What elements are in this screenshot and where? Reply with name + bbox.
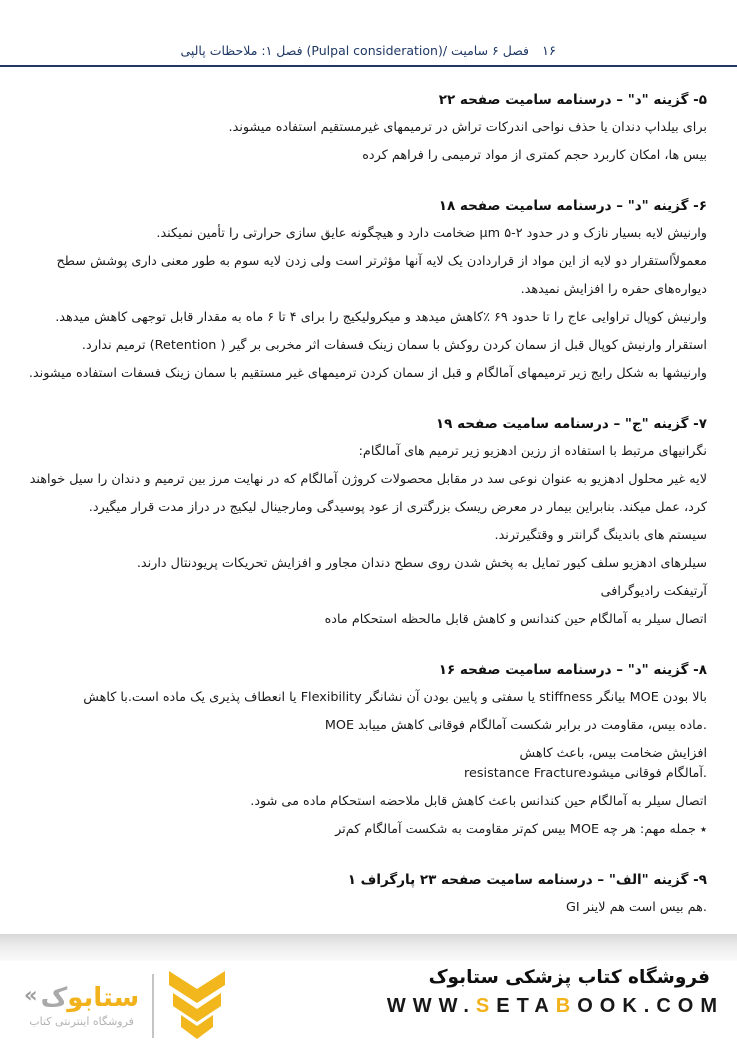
text-line: آرتیفکت رادیوگرافی — [600, 584, 707, 599]
text-line: اتصال سیلر به آمالگام حین کندانس باعث کاهش قابل ملاحضه استحکام ماده می شود. — [250, 794, 707, 809]
text-line: سیلرهای ادهزیو سلف کیور تمایل به پخش شدن روی سطح دندان مجاور و افزایش تحریکات پریودنتال دارند. — [136, 556, 707, 571]
text-line: دیواره‌های حفره را افزایش نمیدهد. — [520, 282, 707, 297]
text-line: نگرانیهای مرتبط با استفاده از رزین ادهزیو زیر ترمیم های آمالگام: — [358, 444, 707, 459]
text-line: وارنیشها به شکل رایج زیر ترمیمهای آمالگام و قبل از سمان کردن ترمیمهای غیر مستقیم با سمان زینک فسفات استفاده میشوند. — [28, 366, 707, 381]
url-text: WWW. — [386, 995, 476, 1017]
section-heading: ۷- گزینه "ج" – درسنامه سامیت صفحه ۱۹ — [435, 416, 707, 432]
logo-wordmark-main: ستابو — [67, 983, 140, 1014]
text-line: بالا بودن MOE بیانگر stiffness یا سفتی و پایین بودن آن نشانگر Flexibility یا انعطاف پذیری یک ماده است.با کاهش — [83, 690, 707, 705]
text-line: افزایش ضخامت بیس، باعث کاهش — [519, 746, 707, 761]
section — [30, 192, 707, 388]
text-line: برای بیلداپ دندان یا حذف نواحی اندرکات تراش در ترمیمهای غیرمستقیم استفاده میشوند. — [228, 120, 707, 135]
page-number: ۱۶ — [542, 44, 556, 59]
text-line: استقرار وارنیش کوپال قبل از سمان کردن روکش با سمان زینک فسفات اثر مخربی بر گیر ( Retention) ترمیم ندارد. — [81, 338, 707, 353]
text-line: resistance Fractureآمالگام فوقانی میشود. — [464, 766, 707, 781]
section — [30, 656, 707, 844]
url-accent-letter: S — [475, 995, 497, 1017]
page-header — [0, 0, 737, 67]
footer-site-block — [387, 967, 724, 1018]
guillemet-icon: « — [24, 983, 38, 1007]
text-line: MOE ماده بیس، مقاومت در برابر شکست آمالگام فوقانی کاهش مییابد. — [324, 718, 707, 733]
section — [30, 86, 707, 170]
chapter-title: فصل ۶ سامیت /(Pulpal consideration) فصل ۱: ملاحظات پالپی — [180, 43, 530, 58]
logo-subtitle: فروشگاه اینترنتی کتاب — [29, 1014, 134, 1028]
logo-wordmark-row — [24, 984, 139, 1013]
text-line: معمولاًاستقرار دو لایه از این مواد از قراردادن یک لایه آنها مؤثرتر است ولی زدن لایه سوم به طور معنی داری پوشش سطح — [56, 254, 707, 269]
text-line: ٭ جمله مهم: هر چه MOE بیس کم‌تر مقاومت به شکست آمالگام کم‌تر — [335, 822, 707, 837]
section — [30, 866, 707, 922]
store-name: فروشگاه کتاب پزشکی ستابوک — [428, 967, 710, 988]
section — [30, 410, 707, 634]
document-body — [30, 86, 707, 922]
url-accent-letter: B — [555, 995, 578, 1017]
text-line: وارنیش لایه بسیار نازک و در حدود ۲-۵ μm ضخامت دارد و هیچگونه عایق سازی حرارتی را تأمین نمیکند. — [156, 226, 707, 241]
text-line: لایه غیر محلول ادهزیو به عنوان نوعی سد در مقابل محصولات کروژن آمالگام که در نهایت مرز بین ترمیم و دندان را سیل خواهند — [29, 472, 707, 487]
footer — [0, 961, 737, 1042]
section-heading: ۶- گزینه "د" – درسنامه سامیت صفحه ۱۸ — [438, 198, 707, 214]
text-line: سیستم های باندینگ گرانتر و وقتگیرترند. — [494, 528, 707, 543]
header-row — [0, 43, 737, 59]
setabook-logo — [24, 969, 227, 1043]
text-line: اتصال سیلر به آمالگام حین کندانس و کاهش قابل مالحظه استحکام ماده — [324, 612, 707, 627]
logo-wordmark — [41, 984, 140, 1013]
url-text: ETA — [496, 995, 556, 1017]
setabook-chevron-emblem-icon — [167, 969, 227, 1043]
logo-wordmark-tail: ک — [40, 983, 68, 1014]
logo-wordmark-block — [24, 984, 139, 1028]
url-text: OOK.COM — [577, 995, 724, 1017]
section-heading: ۸- گزینه "د" – درسنامه سامیت صفحه ۱۶ — [438, 662, 707, 678]
text-line: وارنیش کوپال تراوایی عاج را تا حدود ۶۹ ٪کاهش میدهد و میکرولیکیج را برای ۴ تا ۶ ماه به مقدار قابل توجهی کاهش میدهد. — [55, 310, 707, 325]
logo-divider — [152, 974, 154, 1038]
text-line: GI هم بیس است هم لاینر. — [565, 900, 707, 915]
text-line: کرد، عمل میکند. بنابراین بیمار در معرض ریسک بزرگتری از عود پوسیدگی ومارجینال لیکیج در دراز مدت قرار میگیرد. — [88, 500, 707, 515]
section-heading: ۵- گزینه "د" – درسنامه سامیت صفحه ۲۲ — [438, 92, 707, 108]
section-heading: ۹- گزینه "الف" – درسنامه سامیت صفحه ۲۳ پارگراف ۱ — [347, 872, 707, 888]
website-url — [387, 995, 724, 1018]
footer-shadow-band — [0, 934, 737, 961]
text-line: بیس ها، امکان کاربرد حجم کمتری از مواد ترمیمی را فراهم کرده — [362, 148, 707, 163]
